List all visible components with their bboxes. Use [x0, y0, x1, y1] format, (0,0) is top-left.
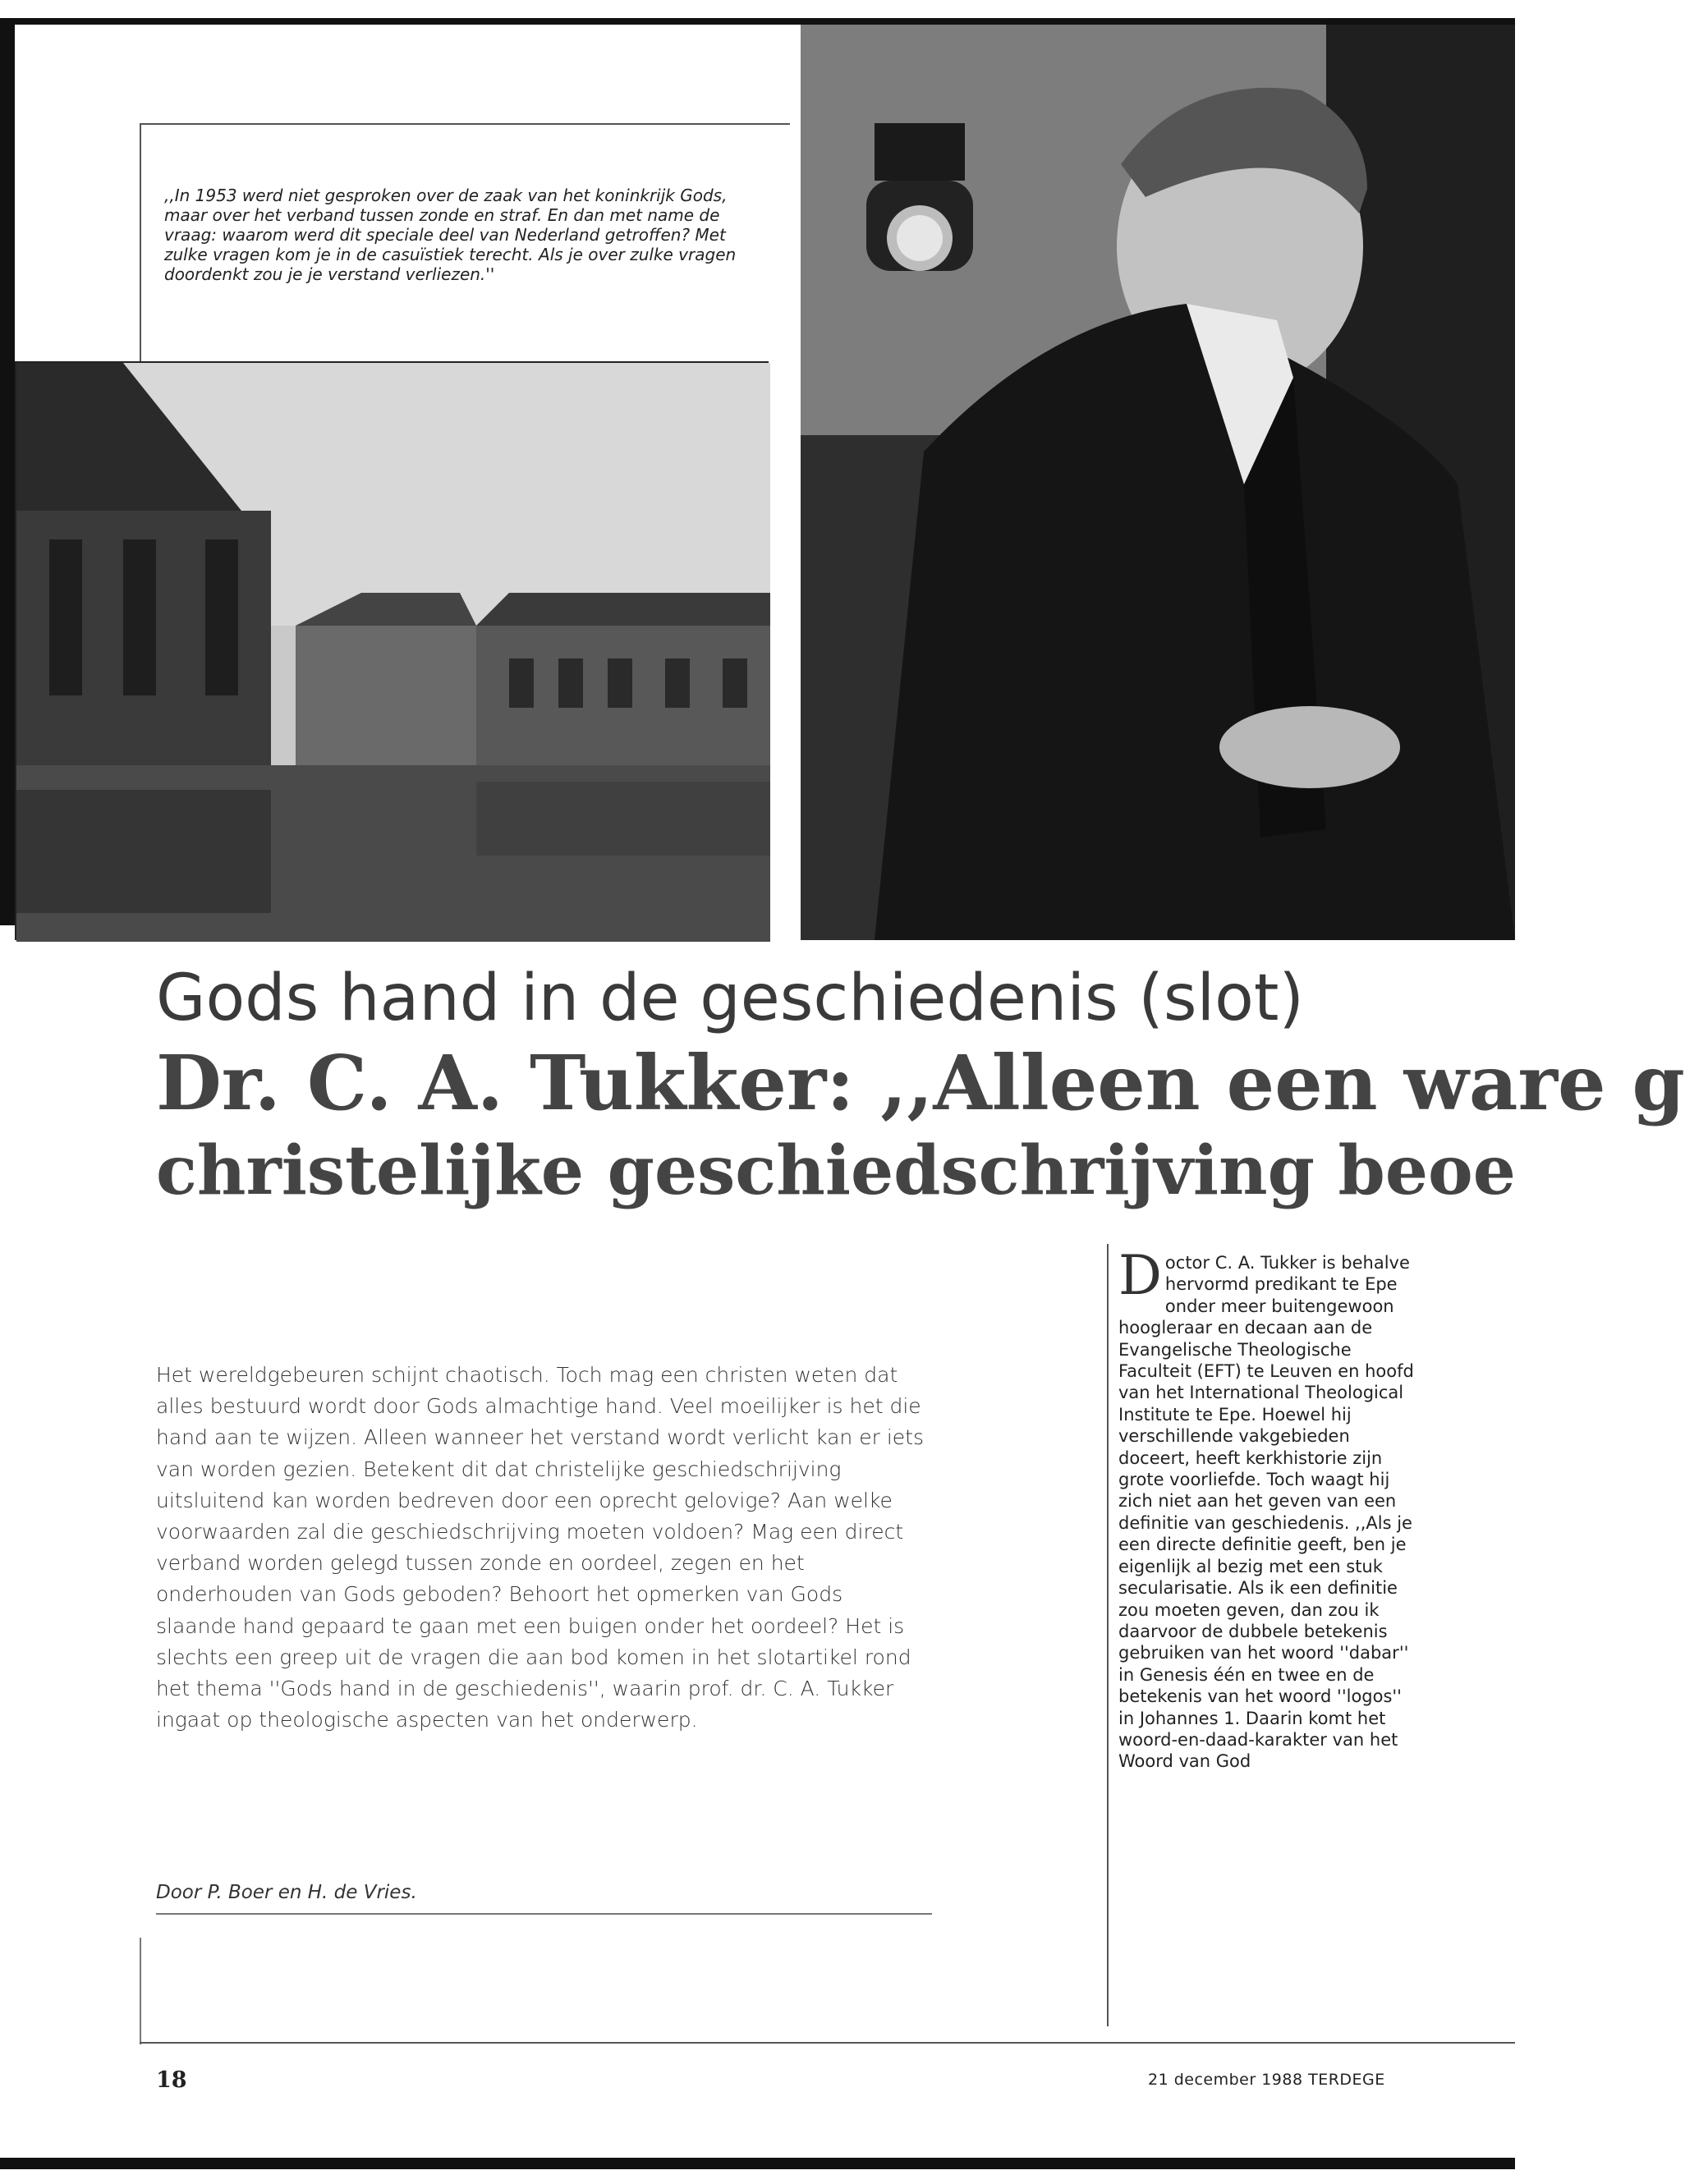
byline-divider [156, 1913, 932, 1915]
column-divider [1107, 1244, 1109, 2026]
body-column [1118, 1244, 1414, 1773]
intro-paragraph: Het wereldgebeuren schijnt chaotisch. Toch mag een christen weten dat alles bestuurd wordt door Gods almachtige hand. Veel moeilijker is het die hand aan te wijzen. Alleen wanneer het verstand wordt verlicht kan er iets van worden gezien. Betekent dit dat christelijke geschiedschrijving uitsluitend kan worden bedreven door een oprecht gelovige? Aan welke voorwaarden zal die geschiedschrijving moeten voldoen? Mag een direct verband worden gelegd tussen zonde en oordeel, zegen en het onderhouden van Gods geboden? Behoort het opmerken van Gods slaande hand gepaard te gaan met een buigen onder het oordeel? Het is slechts een greep uit de vragen die aan bod komen in het slotartikel rond het thema ''Gods hand in de geschiedenis'', waarin prof. dr. C. A. Tukker ingaat op theologische aspecten van het onderwerp. [156, 1363, 924, 1732]
headline-main-line-1: Dr. C. A. Tukker: ,,Alleen een ware g [156, 1039, 1685, 1127]
body-column-text: octor C. A. Tukker is behalve hervormd predikant te Epe onder meer buitengewoon hoogleraar en decaan aan de Evangelische Theologische Faculteit (EFT) te Leuven en hoofd van het International Theological Institute te Epe. Hoewel hij verschillende vakgebieden doceert, heeft kerkhistorie zijn grote voorliefde. Toch waagt hij zich niet aan het geven van een definitie van geschiedenis. ,,Als je een directe definitie geeft, ben je eigenlijk al bezig met een stuk secularisatie. Als ik een definitie zou moeten geven, dan zou ik daarvoor de dubbele betekenis gebruiken van het woord ''dabar'' in Genesis één en twee en de betekenis van het woord ''logos'' in Johannes 1. Daarin komt het woord-en-daad-karakter van het Woord van God [1118, 1253, 1414, 1772]
portrait-illustration [801, 25, 1515, 940]
portrait-photo-dr-tukker [801, 25, 1515, 940]
top-frame-bar [0, 18, 1515, 25]
page-number: 18 [156, 2067, 187, 2093]
left-bottom-divider [140, 1938, 141, 2044]
byline: Door P. Boer en H. de Vries. [156, 1882, 417, 1903]
flooded-church-illustration [16, 363, 770, 942]
headline-series-title: Gods hand in de geschiedenis (slot) [156, 961, 1304, 1035]
issue-date-footer: 21 december 1988 TERDEGE [1148, 2071, 1385, 2089]
pull-quote: ,,In 1953 werd niet gesproken over de zaak van het koninkrijk Gods, maar over het verband tussen zonde en straf. En dan met name de vraag: waarom werd dit speciale deel van Nederland getroffen? Met zulke vragen kom je in de casuïstiek terecht. Als je over zulke vragen doordenkt zou je je verstand verliezen.'' [164, 186, 737, 284]
flooded-church-photo [15, 361, 769, 940]
headline-main-line-2: christelijke geschiedschrijving beoe [156, 1131, 1516, 1210]
drop-cap: D [1118, 1244, 1162, 1307]
left-frame-bar [0, 18, 15, 925]
footer-divider [140, 2042, 1515, 2044]
bottom-frame-bar [0, 2158, 1515, 2169]
